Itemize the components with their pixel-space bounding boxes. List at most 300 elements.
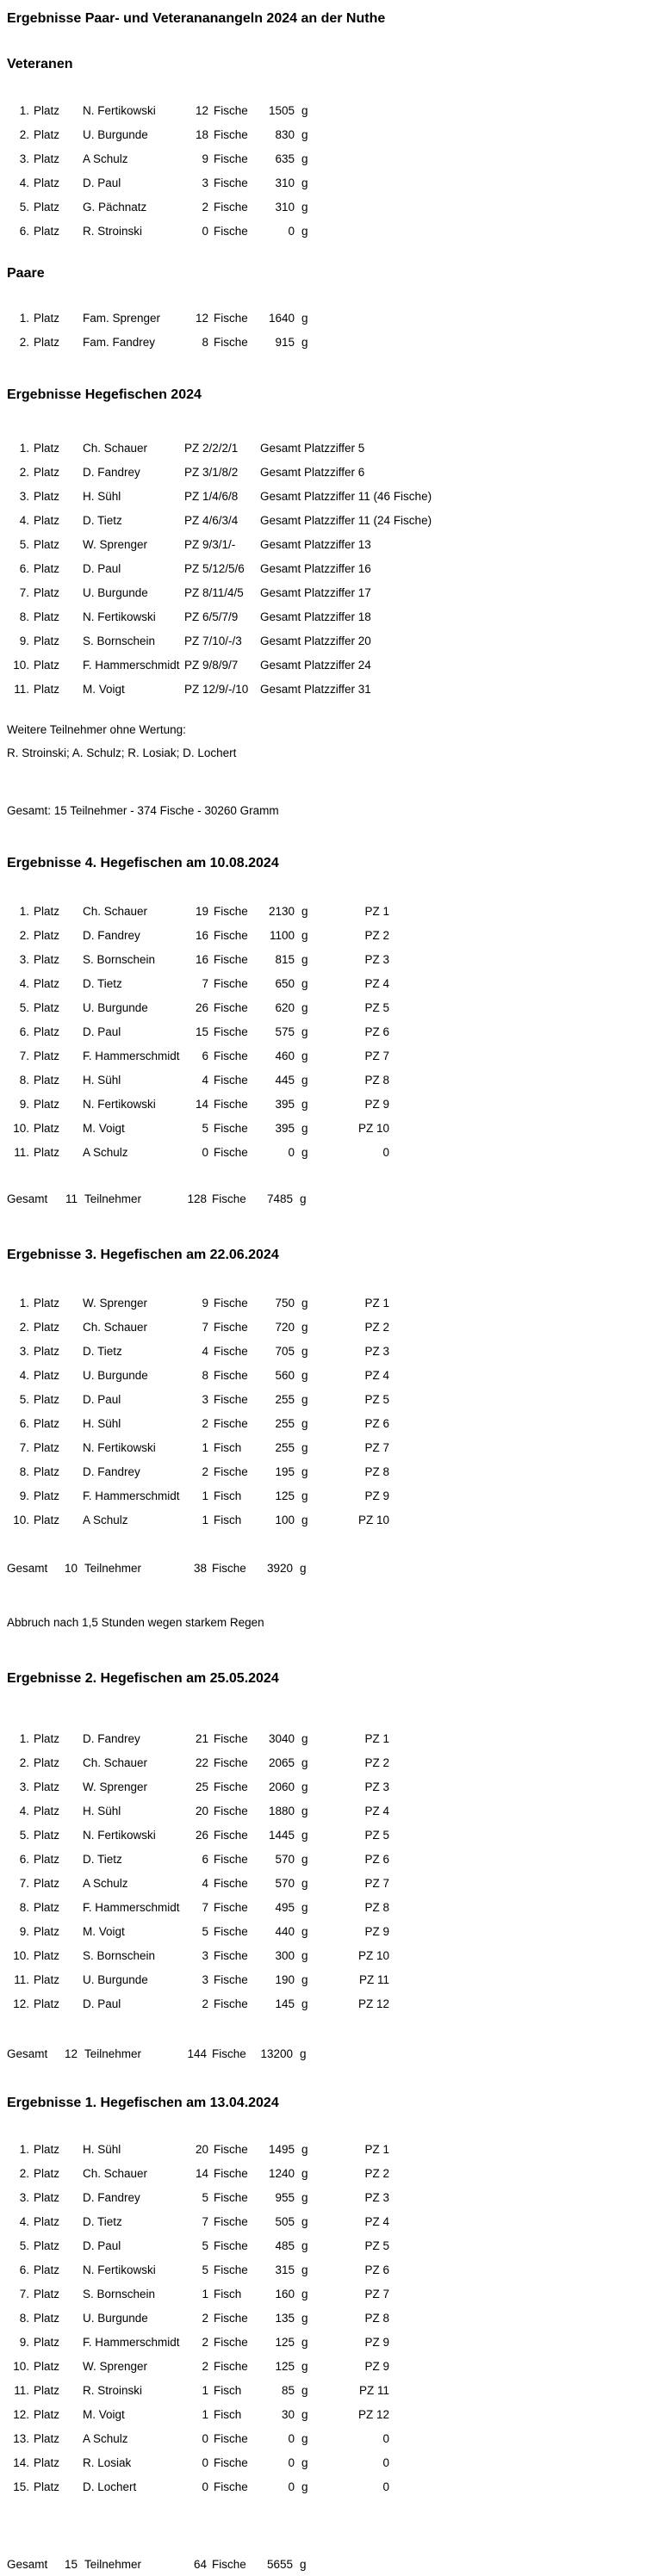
rank-cell: 1. [19, 103, 29, 117]
fish-count-label: Fische [214, 1804, 248, 1817]
weight-cell: 575 [275, 1025, 295, 1038]
participant-label: Teilnehmer [84, 2557, 142, 2571]
total-weight-cell: 3920 [266, 1561, 293, 1575]
fish-count-cell: 16 [195, 952, 208, 966]
angler-name-cell: W. Sprenger [83, 2359, 148, 2373]
fish-count-label: Fische [214, 1097, 248, 1111]
rank-cell: 6. [19, 1852, 29, 1866]
participant-count-cell: 15 [64, 2557, 78, 2571]
pz-cell: PZ 11 [358, 2383, 389, 2397]
fish-count-cell: 0 [202, 2480, 208, 2493]
result-row [7, 629, 671, 653]
platz-label: Platz [34, 103, 60, 117]
fish-count-cell: 6 [202, 1852, 208, 1866]
angler-name-cell: D. Paul [83, 1997, 121, 2010]
rank-cell: 6. [19, 224, 29, 238]
fish-count-cell: 5 [202, 1924, 208, 1938]
pz-cell: PZ 4 [364, 1368, 389, 1382]
result-row [7, 923, 671, 947]
weight-unit-label: g [301, 152, 308, 165]
participant-count-cell: 10 [64, 1561, 78, 1575]
result-row [7, 1823, 671, 1847]
angler-name-cell: D. Tietz [83, 1344, 122, 1358]
weight-cell: 160 [275, 2287, 295, 2300]
weight-unit-label: g [301, 2359, 308, 2373]
weight-cell: 195 [275, 1464, 295, 1478]
totals-label: Gesamt [7, 2047, 48, 2060]
angler-name-cell: W. Sprenger [83, 1296, 148, 1310]
fish-count-label: Fische [214, 224, 248, 238]
rank-cell: 11. [14, 1972, 29, 1986]
fish-count-label: Fische [214, 2263, 248, 2276]
angler-name-cell: N. Fertikowski [83, 610, 156, 623]
angler-name-cell: D. Paul [83, 2239, 121, 2252]
fish-count-label: Fisch [214, 1440, 242, 1454]
fish-count-label: Fische [214, 1900, 248, 1914]
fish-count-label: Fisch [214, 2383, 242, 2397]
fish-count-cell: 20 [195, 2142, 208, 2156]
angler-name-cell: U. Burgunde [83, 127, 148, 141]
rank-cell: 3. [19, 1780, 29, 1793]
fish-count-label: Fische [214, 1948, 248, 1962]
rank-cell: 9. [19, 634, 29, 647]
rank-cell: 6. [19, 2263, 29, 2276]
platz-label: Platz [34, 2142, 60, 2156]
rank-cell: 5. [19, 537, 29, 551]
fish-count-cell: 7 [202, 976, 208, 990]
rank-cell: 7. [19, 2287, 29, 2300]
fish-count-label: Fische [214, 2455, 248, 2469]
rank-cell: 4. [19, 1368, 29, 1382]
weight-unit-label: g [301, 1000, 308, 1014]
result-row [7, 1068, 671, 1092]
total-pz-cell: Gesamt Platzziffer 31 [260, 682, 371, 696]
platz-label: Platz [34, 441, 60, 455]
fish-count-label: Fisch [214, 1513, 242, 1526]
weight-cell: 505 [275, 2214, 295, 2228]
angler-name-cell: U. Burgunde [83, 1368, 148, 1382]
result-row [7, 306, 671, 330]
weight-cell: 0 [288, 2455, 295, 2469]
fish-count-cell: 2 [202, 1416, 208, 1430]
total-fish-label: Fische [212, 2557, 246, 2571]
fish-count-cell: 25 [195, 1780, 208, 1793]
weight-cell: 570 [275, 1852, 295, 1866]
pz-cell: PZ 10 [357, 1948, 389, 1962]
fish-count-cell: 2 [202, 2311, 208, 2325]
weight-unit-label: g [301, 2142, 308, 2156]
weight-cell: 485 [275, 2239, 295, 2252]
rank-cell: 3. [19, 952, 29, 966]
fish-count-cell: 3 [202, 1392, 208, 1406]
result-row [7, 2282, 671, 2306]
page-title: Ergebnisse Paar- und Veterananangeln 2024 an der Nuthe [7, 11, 386, 26]
platz-label: Platz [34, 2190, 60, 2204]
result-row [7, 2257, 671, 2282]
fish-count-label: Fische [214, 1780, 248, 1793]
rank-cell: 12. [13, 1997, 29, 2010]
fish-count-cell: 0 [202, 2455, 208, 2469]
total-fish-count-cell: 38 [193, 1561, 207, 1575]
participant-count-cell: 12 [64, 2047, 78, 2060]
platz-label: Platz [34, 2383, 60, 2397]
weight-cell: 1640 [268, 311, 295, 325]
weight-unit-label: g [301, 2263, 308, 2276]
rank-cell: 2. [19, 1756, 29, 1769]
fish-count-label: Fisch [214, 2287, 242, 2300]
fish-count-cell: 14 [195, 1097, 208, 1111]
pz-cell: PZ 1 [364, 1731, 389, 1745]
weight-cell: 2065 [268, 1756, 295, 1769]
total-fish-count-cell: 64 [193, 2557, 207, 2571]
platz-label: Platz [34, 1780, 60, 1793]
weight-cell: 1495 [268, 2142, 295, 2156]
fish-count-cell: 2 [202, 2335, 208, 2349]
participant-label: Teilnehmer [84, 2047, 142, 2060]
result-row [7, 2137, 671, 2161]
fish-count-cell: 4 [202, 1344, 208, 1358]
pz-cell: PZ 9 [364, 1489, 389, 1502]
fish-count-label: Fische [214, 1121, 248, 1135]
pz-series-cell: PZ 12/9/-/10 [184, 682, 249, 696]
angler-name-cell: F. Hammerschmidt [83, 1900, 180, 1914]
platz-label: Platz [34, 127, 60, 141]
platz-label: Platz [34, 513, 60, 527]
total-pz-cell: Gesamt Platzziffer 13 [260, 537, 371, 551]
result-row [7, 1895, 671, 1919]
weight-cell: 395 [275, 1121, 295, 1135]
rank-cell: 2. [19, 335, 29, 349]
pz-cell: PZ 1 [364, 904, 389, 918]
weight-cell: 310 [275, 200, 295, 214]
section-heading-paare: Paare [7, 266, 45, 281]
fish-count-label: Fische [214, 2239, 248, 2252]
fish-count-cell: 5 [202, 2263, 208, 2276]
platz-label: Platz [34, 1296, 60, 1310]
fish-count-cell: 1 [202, 1513, 208, 1526]
weight-cell: 395 [275, 1097, 295, 1111]
angler-name-cell: S. Bornschein [83, 952, 156, 966]
weight-cell: 85 [281, 2383, 295, 2397]
angler-name-cell: S. Bornschein [83, 1948, 156, 1962]
result-row [7, 2233, 671, 2257]
result-row [7, 1339, 671, 1363]
pz-series-cell: PZ 6/5/7/9 [184, 610, 239, 623]
rank-cell: 1. [19, 311, 29, 325]
weight-unit-label: g [301, 1731, 308, 1745]
rank-cell: 7. [19, 1049, 29, 1062]
rank-cell: 7. [19, 1440, 29, 1454]
section-hege2024 [7, 385, 671, 822]
rank-cell: 5. [19, 200, 29, 214]
fish-count-label: Fisch [214, 1489, 242, 1502]
platz-label: Platz [34, 465, 60, 479]
angler-name-cell: D. Paul [83, 176, 121, 189]
weight-unit-label: g [301, 1049, 308, 1062]
pz-cell: PZ 2 [364, 1320, 389, 1334]
rank-cell: 1. [19, 1296, 29, 1310]
rank-cell: 13. [13, 2431, 29, 2445]
platz-label: Platz [34, 2431, 60, 2445]
total-pz-cell: Gesamt Platzziffer 11 (46 Fische) [260, 489, 432, 503]
fish-count-label: Fische [214, 2166, 248, 2180]
platz-label: Platz [34, 2287, 60, 2300]
platz-label: Platz [34, 2359, 60, 2373]
notes-block [7, 718, 671, 765]
fish-count-cell: 2 [202, 200, 208, 214]
fish-count-label: Fische [214, 127, 248, 141]
result-row [7, 1871, 671, 1895]
pz-cell: PZ 12 [357, 1997, 389, 2010]
fish-count-label: Fische [214, 1145, 248, 1159]
fish-count-label: Fische [214, 2359, 248, 2373]
result-row [7, 484, 671, 508]
platz-label: Platz [34, 658, 60, 672]
result-row [7, 122, 671, 146]
platz-label: Platz [34, 1852, 60, 1866]
result-row [7, 195, 671, 219]
pz-series-cell: PZ 4/6/3/4 [184, 513, 239, 527]
platz-label: Platz [34, 1049, 60, 1062]
fish-count-cell: 3 [202, 1972, 208, 1986]
result-row [7, 677, 671, 701]
result-row [7, 1919, 671, 1943]
platz-label: Platz [34, 537, 60, 551]
pz-series-cell: PZ 7/10/-/3 [184, 634, 242, 647]
weight-unit-label: g [301, 952, 308, 966]
fish-count-cell: 12 [195, 311, 208, 325]
total-weight-cell: 13200 [260, 2047, 293, 2060]
pz-cell: PZ 3 [364, 2190, 389, 2204]
fish-count-label: Fische [214, 1876, 248, 1890]
section-paare [7, 263, 671, 354]
result-row [7, 1116, 671, 1140]
rank-cell: 8. [19, 1073, 29, 1087]
weight-cell: 650 [275, 976, 295, 990]
result-row [7, 146, 671, 170]
result-row [7, 2306, 671, 2330]
weight-cell: 815 [275, 952, 295, 966]
total-pz-cell: Gesamt Platzziffer 16 [260, 561, 371, 575]
weight-unit-label: g [301, 2287, 308, 2300]
angler-name-cell: U. Burgunde [83, 1972, 148, 1986]
total-weight-unit-label: g [300, 2557, 307, 2571]
fish-count-label: Fische [214, 1972, 248, 1986]
totals-label: Gesamt [7, 1561, 48, 1575]
angler-name-cell: F. Hammerschmidt [83, 2335, 180, 2349]
weight-unit-label: g [301, 311, 308, 325]
angler-name-cell: D. Lochert [83, 2480, 137, 2493]
weight-unit-label: g [301, 176, 308, 189]
platz-label: Platz [34, 1756, 60, 1769]
fish-count-label: Fische [214, 1416, 248, 1430]
platz-label: Platz [34, 2407, 60, 2421]
pz-series-cell: PZ 9/8/9/7 [184, 658, 239, 672]
totals-row [7, 2041, 671, 2065]
platz-label: Platz [34, 1828, 60, 1842]
total-fish-label: Fische [212, 1192, 246, 1205]
platz-label: Platz [34, 585, 60, 599]
result-row [7, 947, 671, 971]
rank-cell: 11. [14, 682, 29, 696]
angler-name-cell: D. Paul [83, 1392, 121, 1406]
fish-count-cell: 8 [202, 1368, 208, 1382]
platz-label: Platz [34, 152, 60, 165]
weight-cell: 1880 [268, 1804, 295, 1817]
platz-label: Platz [34, 2480, 60, 2493]
result-row [7, 604, 671, 629]
result-row [7, 1411, 671, 1435]
total-fish-count-cell: 128 [187, 1192, 207, 1205]
weight-unit-label: g [301, 1320, 308, 1334]
fish-count-label: Fische [214, 103, 248, 117]
weight-unit-label: g [301, 1924, 308, 1938]
weight-cell: 0 [288, 1145, 295, 1159]
angler-name-cell: D. Fandrey [83, 928, 140, 942]
weight-unit-label: g [301, 1852, 308, 1866]
platz-label: Platz [34, 1924, 60, 1938]
weight-cell: 445 [275, 1073, 295, 1087]
angler-name-cell: S. Bornschein [83, 2287, 156, 2300]
fish-count-cell: 2 [202, 1997, 208, 2010]
platz-label: Platz [34, 1320, 60, 1334]
platz-label: Platz [34, 2239, 60, 2252]
platz-label: Platz [34, 1900, 60, 1914]
weight-cell: 125 [275, 1489, 295, 1502]
weight-unit-label: g [301, 2480, 308, 2493]
results-table [7, 306, 671, 354]
weight-cell: 255 [275, 1416, 295, 1430]
fish-count-label: Fische [214, 311, 248, 325]
section-hege3 [7, 1245, 671, 1634]
weight-cell: 315 [275, 2263, 295, 2276]
pz-cell: PZ 5 [364, 1000, 389, 1014]
angler-name-cell: M. Voigt [83, 2407, 125, 2421]
section-heading-hege1: Ergebnisse 1. Hegefischen am 13.04.2024 [7, 2096, 279, 2110]
result-row [7, 1291, 671, 1315]
weight-cell: 750 [275, 1296, 295, 1310]
weight-cell: 100 [275, 1513, 295, 1526]
angler-name-cell: D. Paul [83, 1025, 121, 1038]
angler-name-cell: H. Sühl [83, 489, 121, 503]
platz-label: Platz [34, 335, 60, 349]
pz-cell: 0 [382, 2455, 389, 2469]
fish-count-cell: 8 [202, 335, 208, 349]
result-row [7, 330, 671, 354]
rank-cell: 14. [13, 2455, 29, 2469]
angler-name-cell: N. Fertikowski [83, 1097, 156, 1111]
totals-row [7, 1556, 671, 1580]
fish-count-label: Fische [214, 1828, 248, 1842]
angler-name-cell: Ch. Schauer [83, 441, 148, 455]
fish-count-cell: 26 [195, 1828, 208, 1842]
weight-cell: 495 [275, 1900, 295, 1914]
rank-cell: 10. [13, 658, 29, 672]
fish-count-label: Fische [214, 1731, 248, 1745]
weight-unit-label: g [301, 1780, 308, 1793]
angler-name-cell: N. Fertikowski [83, 103, 156, 117]
weight-unit-label: g [301, 2335, 308, 2349]
fish-count-cell: 6 [202, 1049, 208, 1062]
fish-count-label: Fische [214, 1000, 248, 1014]
result-row [7, 1435, 671, 1459]
result-row [7, 2450, 671, 2474]
platz-label: Platz [34, 1876, 60, 1890]
weight-cell: 3040 [268, 1731, 295, 1745]
section-heading-hege4: Ergebnisse 4. Hegefischen am 10.08.2024 [7, 856, 279, 870]
total-fish-label: Fische [212, 2047, 246, 2060]
rank-cell: 3. [19, 2190, 29, 2204]
weight-unit-label: g [301, 1296, 308, 1310]
weight-cell: 255 [275, 1392, 295, 1406]
angler-name-cell: R. Stroinski [83, 2383, 143, 2397]
weight-unit-label: g [301, 1972, 308, 1986]
platz-label: Platz [34, 1489, 60, 1502]
pz-cell: PZ 5 [364, 1392, 389, 1406]
weight-cell: 440 [275, 1924, 295, 1938]
pz-cell: PZ 6 [364, 2263, 389, 2276]
result-row [7, 219, 671, 243]
weight-cell: 1445 [268, 1828, 295, 1842]
result-row [7, 556, 671, 580]
weight-unit-label: g [301, 928, 308, 942]
result-row [7, 2209, 671, 2233]
rank-cell: 4. [19, 513, 29, 527]
pz-cell: PZ 9 [364, 2335, 389, 2349]
pz-cell: PZ 1 [364, 2142, 389, 2156]
fish-count-label: Fische [214, 1320, 248, 1334]
total-weight-unit-label: g [300, 1561, 307, 1575]
fish-count-label: Fische [214, 1852, 248, 1866]
participant-label: Teilnehmer [84, 1561, 142, 1575]
pz-cell: PZ 8 [364, 2311, 389, 2325]
platz-label: Platz [34, 176, 60, 189]
rank-cell: 5. [19, 1000, 29, 1014]
fish-count-cell: 26 [195, 1000, 208, 1014]
fish-count-cell: 1 [202, 2287, 208, 2300]
weight-unit-label: g [301, 1344, 308, 1358]
fish-count-cell: 14 [195, 2166, 208, 2180]
weight-unit-label: g [301, 2311, 308, 2325]
result-row [7, 1043, 671, 1068]
total-weight-cell: 7485 [266, 1192, 293, 1205]
result-row [7, 1943, 671, 1967]
fish-count-cell: 12 [195, 103, 208, 117]
angler-name-cell: A Schulz [83, 1876, 128, 1890]
weight-unit-label: g [301, 103, 308, 117]
results-table [7, 2137, 671, 2499]
pz-cell: PZ 3 [364, 952, 389, 966]
weight-unit-label: g [301, 1804, 308, 1817]
angler-name-cell: H. Sühl [83, 2142, 121, 2156]
angler-name-cell: W. Sprenger [83, 1780, 148, 1793]
fish-count-label: Fische [214, 2214, 248, 2228]
angler-name-cell: Ch. Schauer [83, 1320, 148, 1334]
fish-count-label: Fische [214, 1756, 248, 1769]
fish-count-cell: 9 [202, 152, 208, 165]
platz-label: Platz [34, 1368, 60, 1382]
weight-unit-label: g [301, 1756, 308, 1769]
angler-name-cell: N. Fertikowski [83, 2263, 156, 2276]
fish-count-label: Fische [214, 1368, 248, 1382]
fish-count-label: Fische [214, 2142, 248, 2156]
rank-cell: 15. [13, 2480, 29, 2493]
section-heading-hege2: Ergebnisse 2. Hegefischen am 25.05.2024 [7, 1671, 279, 1686]
rank-cell: 4. [19, 2214, 29, 2228]
platz-label: Platz [34, 200, 60, 214]
fish-count-cell: 19 [195, 904, 208, 918]
platz-label: Platz [34, 904, 60, 918]
